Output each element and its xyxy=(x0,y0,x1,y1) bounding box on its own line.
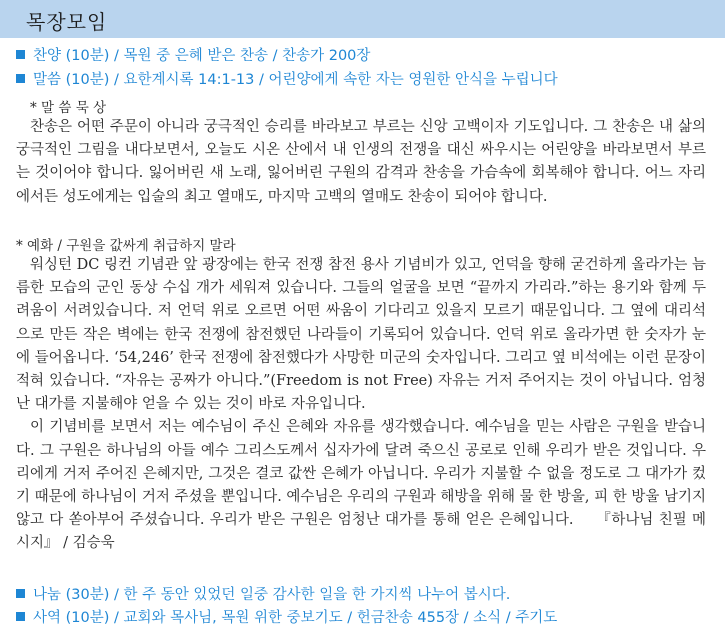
agenda-word-text: 말씀 (10분) / 요한계시록 14:1-13 / 어린양에게 속한 자는 영원한 안식을 누립니다 xyxy=(33,72,558,88)
illustration-heading: * 예화 / 구원을 값싸게 취급하지 말라 xyxy=(16,238,236,254)
agenda-item-praise xyxy=(16,44,370,65)
illustration-source: 『하나님 친필 메시지』 / 김승욱 xyxy=(16,512,706,552)
meditation-heading: * 말 씀 묵 상 xyxy=(30,100,107,116)
agenda-praise-text: 찬양 (10분) / 목원 중 은혜 받은 찬송 / 찬송가 200장 xyxy=(33,48,371,64)
meditation-body xyxy=(16,116,706,209)
meditation-paragraph: 찬송은 어떤 주문이 아니라 궁극적인 승리를 바라보고 부르는 신앙 고백이자 기도입니다. 그 찬송은 내 삶의 궁극적인 그림을 내다보면서, 오늘도 시온 산에서 내 인생의 전쟁을 대신 싸우시는 어린양을 바라보면서 부르는 것이어야 합니다. 잃어버린 새 노래, 잃어버린 구원의 감격과 찬송을 가슴속에 회복해야 합니다. 어느 자리에서든 성도에게는 입술의 최고 열매도, 마지막 고백의 열매도 찬송이 되어야 합니다. xyxy=(16,119,706,205)
square-bullet-icon xyxy=(16,74,25,83)
agenda-ministry-text: 사역 (10분) / 교회와 목사님, 목원 위한 중보기도 / 헌금찬송 455장 / 소식 / 주기도 xyxy=(33,610,558,626)
illustration-paragraph-2-text: 이 기념비를 보면서 저는 예수님이 주신 은혜와 자유를 생각했습니다. 예수님을 믿는 사람은 구원을 받습니다. 그 구원은 하나님의 아들 예수 그리스도께서 십자가에 달려 죽으신 공로로 인해 우리가 받은 것입니다. 우리에게 거저 주어진 은혜지만, 그것은 결코 값싼 은혜가 아닙니다. 우리가 지불할 수 없을 정도로 그 대가가 컸기 때문에 하나님이 거저 주셨을 뿐입니다. 예수님은 우리의 구원과 해방을 위해 물 한 방울, 피 한 방울 남기지 않고 다 쏟아부어 주셨습니다. 우리가 받은 구원은 엄청난 대가를 통해 얻은 은혜입니다. xyxy=(16,419,706,529)
illustration-paragraph-2 xyxy=(16,416,706,555)
header-bar xyxy=(0,0,725,38)
agenda-item-ministry xyxy=(16,606,557,627)
square-bullet-icon xyxy=(16,612,25,621)
agenda-item-word xyxy=(16,68,558,89)
square-bullet-icon xyxy=(16,50,25,59)
illustration-body xyxy=(16,254,706,556)
agenda-share-text: 나눔 (30분) / 한 주 동안 있었던 일중 감사한 일을 한 가지씩 나누어 봅시다. xyxy=(33,587,511,603)
illustration-paragraph-1: 워싱턴 DC 링컨 기념관 앞 광장에는 한국 전쟁 참전 용사 기념비가 있고, 언덕을 향해 굳건하게 올라가는 늠름한 모습의 군인 동상 수십 개가 세워져 있습니다. 그들의 얼굴을 보면 “끝까지 가리라.”하는 용기와 함께 두려움이 서려있습니다. 저 언덕 위로 오르면 어떤 싸움이 기다리고 있을지 모르기 때문입니다. 그 옆에 대리석으로 만든 작은 벽에는 한국 전쟁에 참전했던 나라들이 기록되어 있습니다. 언덕 위로 올라가면 한 숫자가 눈에 들어옵니다. ‘54,246’ 한국 전쟁에 참전했다가 사망한 미군의 숫자입니다. 그리고 옆 비석에는 이런 문장이 적혀 있습니다. “자유는 공짜가 아니다.”(Freedom is not Free) 자유는 거저 주어지는 것이 아닙니다. 엄청난 대가를 지불해야 얻을 수 있는 것이 바로 자유입니다. xyxy=(16,257,706,413)
page-title: 목장모임 xyxy=(26,10,108,34)
square-bullet-icon xyxy=(16,589,25,598)
agenda-item-share xyxy=(16,583,510,604)
